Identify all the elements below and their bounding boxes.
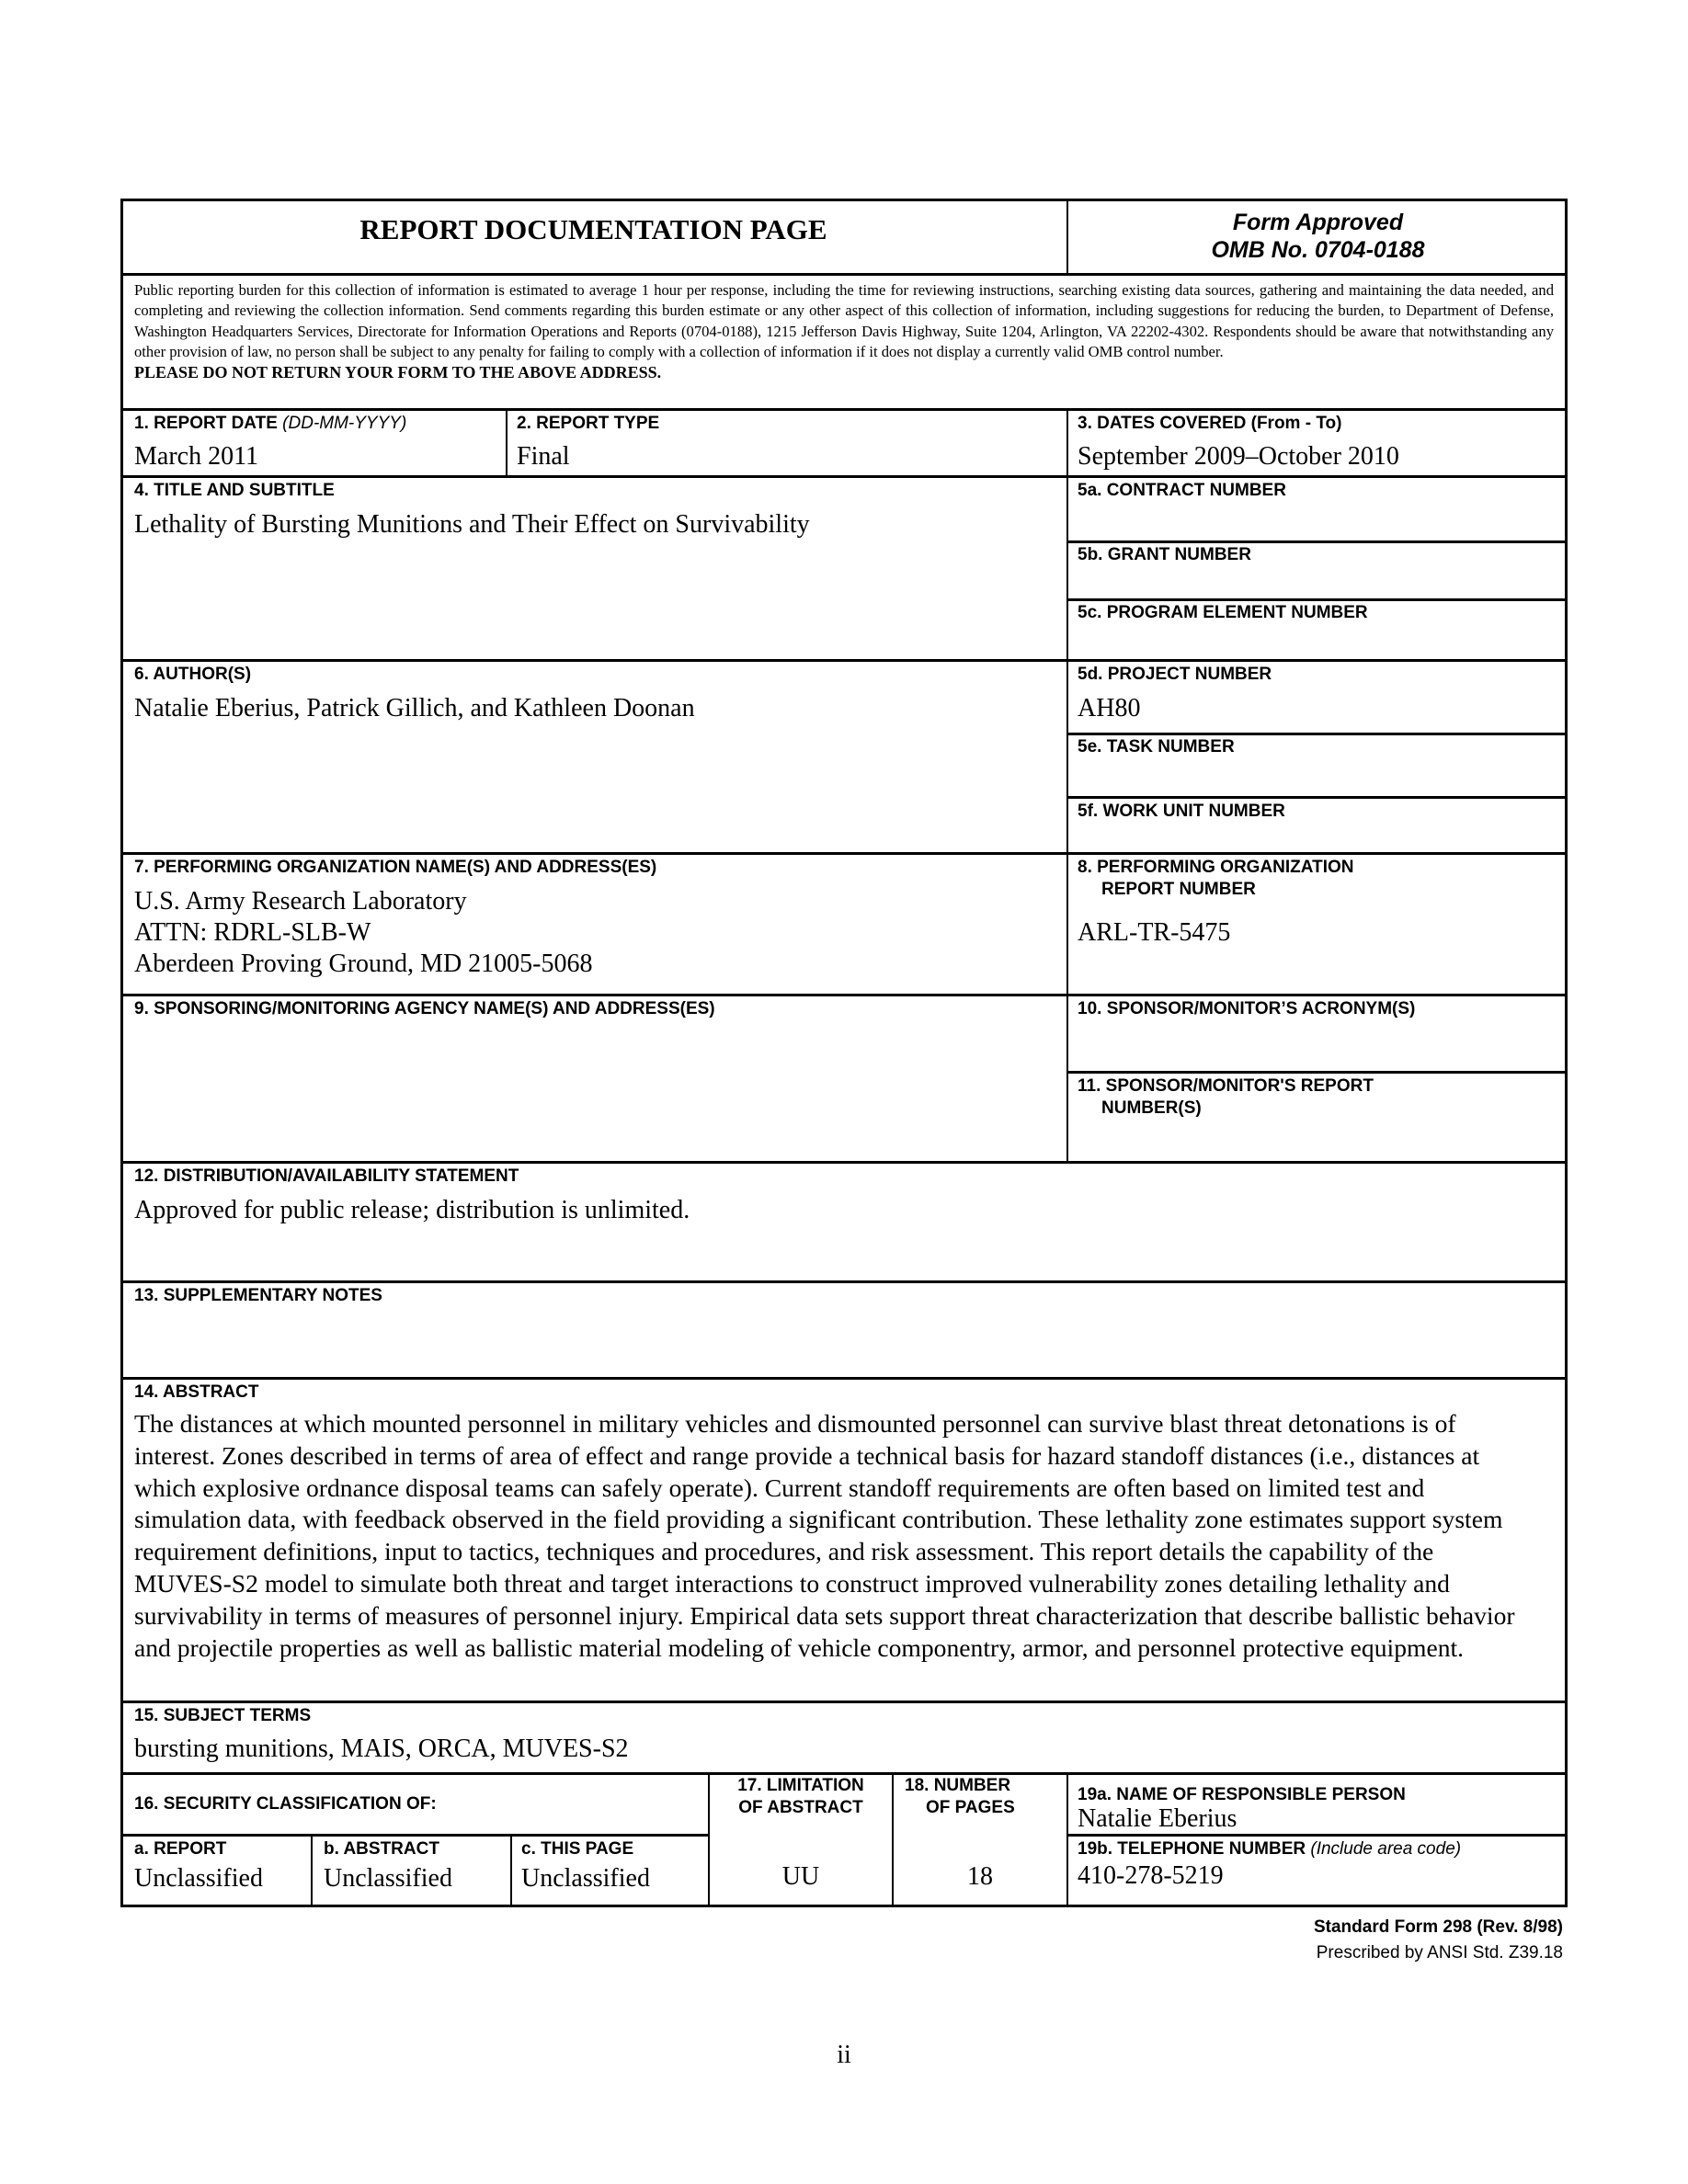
burden-text: Public reporting burden for this collection of information is estimated to average 1 hour per response, including the time for reviewing instructions, searching existing data sources, gathering and maintaining the data needed, and completing and reviewing the collection information. Send comments regarding this burden estimate or any other aspect of this collection of information, including suggestions for reducing the burden, to Department of Defense, Washington Headquarters Services, Directorate for Information Operations and Reports (0704-0188), 1215 Jefferson Davis Highway, Suite 1204, Arlington, VA 22202-4302. Respondents should be aware that notwithstanding any other provision of law, no person shall be subject to any penalty for failing to comply with a collection of information if it does not display a currently valid OMB control number. <box>134 281 1554 360</box>
program-element-label: 5c. PROGRAM ELEMENT NUMBER <box>1078 603 1368 622</box>
rule-burden <box>120 408 1568 411</box>
omb-number: OMB No. 0704-0188 <box>1211 237 1425 263</box>
security-abstract-value[interactable]: Unclassified <box>324 1864 452 1893</box>
rule-row12 <box>120 1280 1568 1283</box>
limitation-label-2: OF ABSTRACT <box>738 1798 863 1817</box>
report-type-label: 2. REPORT TYPE <box>517 414 660 433</box>
dates-covered-value[interactable]: September 2009–October 2010 <box>1078 442 1399 471</box>
rule-header <box>120 273 1568 276</box>
vrule-16a <box>311 1834 313 1907</box>
form-id: Standard Form 298 (Rev. 8/98) <box>1313 1917 1563 1937</box>
rule-5e <box>1066 796 1568 799</box>
authors-value[interactable]: Natalie Eberius, Patrick Gillich, and Kathleen Doonan <box>134 694 695 722</box>
vrule-16b <box>510 1834 512 1907</box>
number-pages-label-1: 18. NUMBER <box>905 1776 1011 1795</box>
distribution-label: 12. DISTRIBUTION/AVAILABILITY STATEMENT <box>134 1166 519 1186</box>
rule-row14 <box>120 1701 1568 1703</box>
performing-report-label-1: 8. PERFORMING ORGANIZATION <box>1078 858 1354 877</box>
contract-number-label: 5a. CONTRACT NUMBER <box>1078 481 1286 500</box>
telephone-value[interactable]: 410-278-5219 <box>1078 1861 1224 1890</box>
rule-row9 <box>120 1161 1568 1164</box>
distribution-value[interactable]: Approved for public release; distribution is unlimited. <box>134 1196 690 1224</box>
performing-org-label: 7. PERFORMING ORGANIZATION NAME(S) AND ADDRESS(ES) <box>134 858 657 877</box>
sponsor-acronym-label: 10. SPONSOR/MONITOR’S ACRONYM(S) <box>1078 999 1416 1018</box>
performing-report-value[interactable]: ARL-TR-5475 <box>1078 918 1231 947</box>
burden-warning: PLEASE DO NOT RETURN YOUR FORM TO THE ABOVE ADDRESS. <box>134 363 662 382</box>
security-this-page-label: c. THIS PAGE <box>521 1839 634 1859</box>
security-classification-label: 16. SECURITY CLASSIFICATION OF: <box>134 1794 437 1814</box>
limitation-label-1: 17. LIMITATION <box>737 1776 864 1795</box>
rule-10 <box>1066 1071 1568 1074</box>
rule-5b <box>1066 598 1568 601</box>
rule-row15 <box>120 1772 1568 1775</box>
dates-covered-label: 3. DATES COVERED (From - To) <box>1078 414 1342 433</box>
report-date-value[interactable]: March 2011 <box>134 442 259 471</box>
abstract-value[interactable]: The distances at which mounted personnel in military vehicles and dismounted personnel can survive blast threat detonations is of interest. Zones described in terms of area of effect and range provide a technical basis for hazard standoff distances (i.e., distances at which explosive ordnance disposal teams can safely operate). Current standoff requirements are often based on limited test and simulation data, with feedback observed in the field providing a significant contribution. These lethality zone estimates support system requirement definitions, input to tactics, techniques and procedures, and risk assessment. This report details the capability of the MUVES-S2 model to simulate both threat and target interactions to construct improved vulnerability zones detailing lethality and survivability in terms of measures of personnel injury. Empirical data sets support threat characterization that describe ballistic behavior and projectile properties as well as ballistic material modeling of vehicle componentry, armor, and personnel protective equipment. <box>134 1409 1515 1662</box>
performing-org-line-3[interactable]: Aberdeen Proving Ground, MD 21005-5068 <box>134 950 593 978</box>
vrule-19 <box>1066 1772 1068 1907</box>
rule-5d <box>1066 733 1568 735</box>
project-number-value[interactable]: AH80 <box>1078 694 1141 722</box>
rule-5a <box>1066 540 1568 543</box>
rule-row6 <box>120 852 1568 855</box>
telephone-label: 19b. TELEPHONE NUMBER (Include area code) <box>1078 1839 1462 1859</box>
security-report-label: a. REPORT <box>134 1839 227 1859</box>
rule-row13 <box>120 1377 1568 1380</box>
responsible-person-value[interactable]: Natalie Eberius <box>1078 1804 1237 1833</box>
vrule-1-2 <box>506 408 508 475</box>
authors-label: 6. AUTHOR(S) <box>134 665 252 684</box>
omb-block <box>1068 209 1568 264</box>
abstract-label: 14. ABSTRACT <box>134 1382 259 1402</box>
security-abstract-label: b. ABSTRACT <box>324 1839 439 1859</box>
project-number-label: 5d. PROJECT NUMBER <box>1078 665 1272 684</box>
task-number-label: 5e. TASK NUMBER <box>1078 737 1235 756</box>
page-title: REPORT DOCUMENTATION PAGE <box>359 213 827 245</box>
report-type-value[interactable]: Final <box>517 442 570 471</box>
performing-report-label-2: REPORT NUMBER <box>1101 880 1256 899</box>
burden-statement <box>134 280 1554 382</box>
sponsor-report-label-1: 11. SPONSOR/MONITOR'S REPORT <box>1078 1076 1374 1096</box>
rule-row7 <box>120 994 1568 996</box>
work-unit-label: 5f. WORK UNIT NUMBER <box>1078 802 1285 821</box>
report-date-label: 1. REPORT DATE (DD-MM-YYYY) <box>134 414 407 433</box>
page-number: ii <box>837 2041 851 2069</box>
supplementary-notes-label: 13. SUPPLEMENTARY NOTES <box>134 1286 382 1305</box>
rule-row4 <box>120 659 1568 662</box>
title-subtitle-label: 4. TITLE AND SUBTITLE <box>134 481 335 500</box>
subject-terms-value[interactable]: bursting munitions, MAIS, ORCA, MUVES-S2 <box>134 1735 629 1763</box>
title-subtitle-value[interactable]: Lethality of Bursting Munitions and Their Effect on Survivability <box>134 510 810 539</box>
number-pages-label-2: OF PAGES <box>926 1798 1015 1817</box>
sponsor-report-label-2: NUMBER(S) <box>1101 1098 1202 1118</box>
responsible-person-label: 19a. NAME OF RESPONSIBLE PERSON <box>1078 1785 1406 1804</box>
performing-org-line-2[interactable]: ATTN: RDRL-SLB-W <box>134 918 371 947</box>
rule-row1 <box>120 475 1568 478</box>
form-approved-label: Form Approved <box>1232 210 1404 235</box>
performing-org-line-1[interactable]: U.S. Army Research Laboratory <box>134 887 467 916</box>
number-pages-value[interactable]: 18 <box>967 1862 993 1891</box>
sponsoring-agency-label: 9. SPONSORING/MONITORING AGENCY NAME(S) AND ADDRESS(ES) <box>134 999 715 1018</box>
grant-number-label: 5b. GRANT NUMBER <box>1078 545 1251 564</box>
vrule-right-col <box>1066 408 1068 1161</box>
security-report-value[interactable]: Unclassified <box>134 1864 263 1893</box>
limitation-value[interactable]: UU <box>781 1862 820 1891</box>
subject-terms-label: 15. SUBJECT TERMS <box>134 1706 312 1725</box>
rule-16 <box>120 1834 709 1837</box>
prescribed-by: Prescribed by ANSI Std. Z39.18 <box>1316 1943 1563 1962</box>
security-this-page-value[interactable]: Unclassified <box>521 1864 650 1893</box>
